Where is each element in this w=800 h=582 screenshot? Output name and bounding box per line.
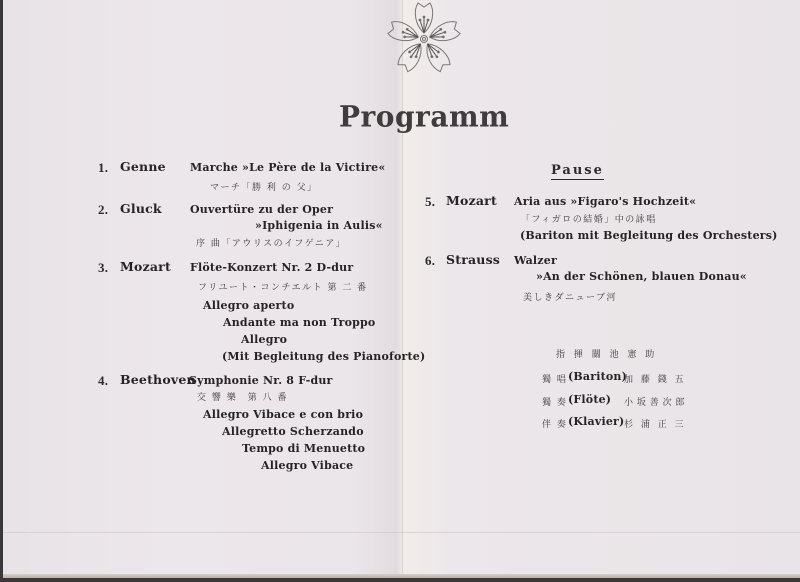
horizontal-fold bbox=[3, 532, 800, 533]
accompaniment-note: (Bariton mit Begleitung des Orchesters) bbox=[520, 229, 778, 242]
performer-name: 杉 浦 正 三 bbox=[624, 420, 687, 430]
performer-role-jp: 獨 奏 bbox=[542, 398, 568, 408]
accompaniment-note: (Mit Begleitung des Pianoforte) bbox=[222, 350, 426, 363]
item-number: 4. bbox=[98, 373, 109, 388]
pause-heading: Pause bbox=[551, 163, 604, 178]
movement: Allegro Vibace e con brio bbox=[203, 408, 364, 421]
work-title: Symphonie Nr. 8 F-dur bbox=[189, 374, 333, 387]
item-number: 3. bbox=[98, 260, 109, 275]
composer: Gluck bbox=[120, 201, 162, 216]
page-title: Programm bbox=[339, 99, 510, 134]
movement: Tempo di Menuetto bbox=[242, 442, 366, 455]
work-subtitle: »Iphigenia in Aulis« bbox=[255, 219, 383, 232]
japanese-title: 交 響 樂 第 八 番 bbox=[197, 393, 288, 403]
performer-name: 加 藤 錢 五 bbox=[624, 375, 687, 385]
item-number: 6. bbox=[425, 253, 436, 268]
composer: Strauss bbox=[446, 252, 501, 267]
japanese-title: 美しきダニューブ河 bbox=[523, 293, 618, 303]
composer: Mozart bbox=[446, 193, 497, 208]
work-title: Flöte-Konzert Nr. 2 D-dur bbox=[190, 261, 354, 274]
program-sheet bbox=[3, 0, 800, 578]
composer: Beethoven bbox=[120, 372, 196, 387]
japanese-title: 「フィガロの結婚」中の詠唱 bbox=[521, 215, 657, 225]
conductor-credit: 指 揮 關 池 憲 助 bbox=[556, 350, 658, 360]
composer: Genne bbox=[120, 159, 166, 174]
performer-role: (Flöte) bbox=[568, 393, 612, 406]
japanese-title: マーチ「勝 利 の 父」 bbox=[210, 183, 318, 193]
performer-name: 小 坂 善 次 郎 bbox=[624, 398, 685, 408]
movement: Andante ma non Troppo bbox=[223, 316, 376, 329]
japanese-title: 序 曲「アウリスのイフゲニア」 bbox=[196, 239, 347, 249]
item-number: 1. bbox=[98, 160, 109, 175]
performer-role: (Klavier) bbox=[568, 415, 625, 428]
work-subtitle: »An der Schönen, blauen Donau« bbox=[536, 270, 747, 283]
movement: Allegro bbox=[241, 333, 288, 346]
movement: Allegro aperto bbox=[203, 299, 295, 312]
item-number: 5. bbox=[425, 194, 436, 209]
japanese-title: フリユート・コンチエルト 第 二 番 bbox=[198, 283, 368, 293]
center-fold bbox=[402, 0, 404, 578]
work-title: Marche »Le Père de la Victire« bbox=[190, 161, 386, 174]
movement: Allegretto Scherzando bbox=[222, 425, 364, 438]
composer: Mozart bbox=[120, 259, 171, 274]
item-number: 2. bbox=[98, 202, 109, 217]
work-title: Ouvertüre zu der Oper bbox=[190, 203, 334, 216]
work-title: Aria aus »Figaro's Hochzeit« bbox=[514, 195, 697, 208]
work-title: Walzer bbox=[514, 254, 557, 267]
performer-role: (Bariton) bbox=[568, 370, 628, 383]
cherry-blossom-icon bbox=[381, 0, 467, 78]
performer-role-jp: 獨 唱 bbox=[542, 375, 568, 385]
performer-role-jp: 伴 奏 bbox=[542, 420, 568, 430]
movement: Allegro Vibace bbox=[261, 459, 354, 472]
